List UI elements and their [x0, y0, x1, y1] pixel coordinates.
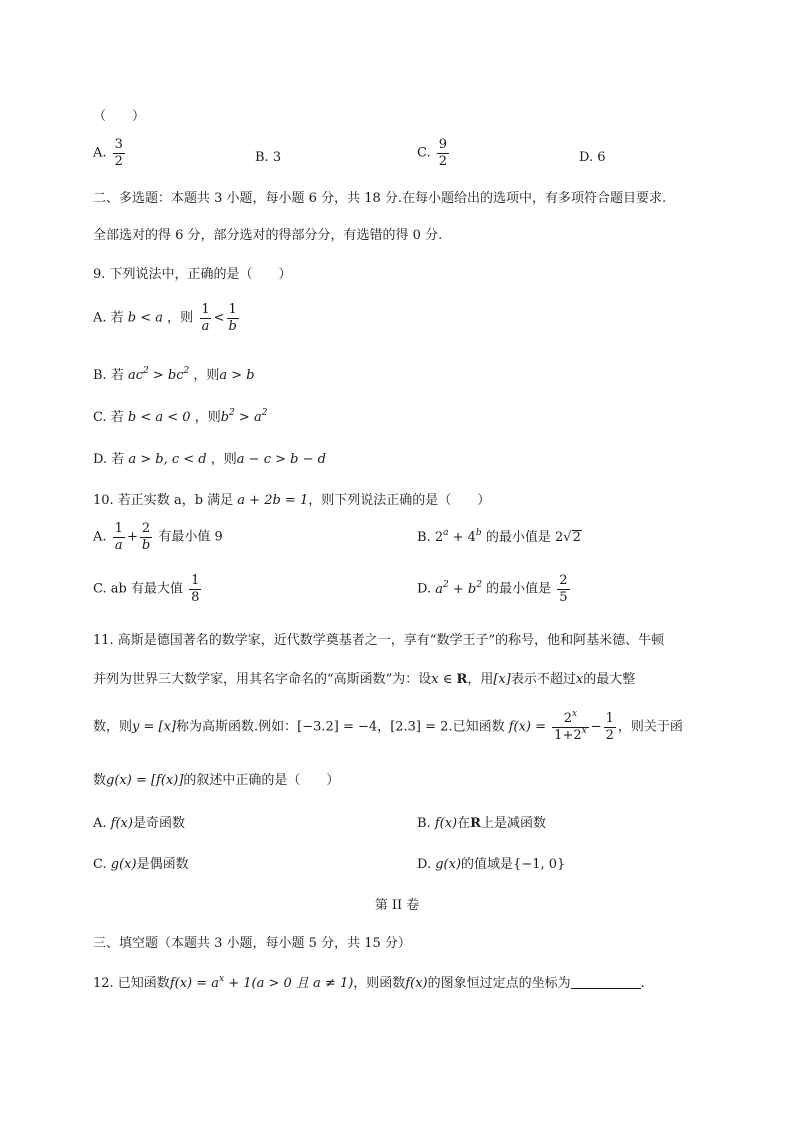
text: 有最小值 9 — [158, 529, 223, 545]
text: ，则关于函 — [617, 719, 683, 735]
numerator: 1 — [201, 302, 210, 317]
math-term: b — [220, 410, 230, 425]
fraction — [557, 574, 569, 604]
q9-option-d — [93, 453, 326, 466]
math-expr — [170, 976, 353, 991]
numerator: 1 — [114, 521, 123, 536]
math-expr: a > b, c < d — [128, 452, 207, 467]
math-expr: g(x) — [435, 857, 462, 872]
part-title: 第 II 卷 — [374, 898, 420, 913]
radical-sign: √ — [563, 530, 572, 545]
text: 的图象恒过定点的坐标为 — [427, 976, 571, 991]
text: 称为高斯函数.例如： — [176, 719, 298, 735]
option-label: C. 若 — [93, 410, 124, 425]
math-expr: b < a — [127, 310, 164, 326]
numerator: 3 — [114, 137, 123, 152]
denominator: 2 — [114, 153, 123, 169]
exponent: 2 — [476, 579, 482, 590]
math-expr: x — [575, 672, 584, 687]
option-label: B. — [417, 530, 431, 545]
math-expr: a − c > b − d — [236, 452, 326, 467]
denominator: 2 — [605, 727, 614, 743]
math-expr — [435, 530, 482, 545]
exponent: b — [475, 528, 482, 538]
denominator: a — [114, 537, 123, 553]
exponent: x — [219, 974, 225, 984]
section2-title: 二、多选题：本题共 3 小题，每小题 6 分，共 18 分.在每小题给出的选项中，有多项符合题目要求. — [93, 191, 667, 206]
fraction — [199, 303, 211, 333]
fraction — [227, 303, 239, 333]
fraction — [552, 709, 589, 743]
denominator: 8 — [191, 589, 200, 605]
math-term: + 1(a > 0 且 a ≠ 1) — [224, 976, 354, 991]
math-expr — [221, 410, 268, 425]
math-expr: b < a < 0 — [127, 410, 191, 425]
text: ，则下列说法正确的是（ ） — [308, 493, 491, 508]
text: 是奇函数 — [132, 816, 185, 831]
text: .已知函数 — [448, 719, 505, 735]
math-expr: f(x) = — [508, 719, 547, 735]
numerator: 1 — [228, 302, 237, 317]
q8-option-b: B. 3 — [255, 150, 282, 165]
math-term: 2 — [434, 530, 444, 545]
math-expr: [x] — [493, 672, 511, 687]
option-label: A. — [93, 145, 107, 161]
math-expr: x ∈ — [431, 672, 457, 687]
option-label: B. — [417, 816, 431, 831]
exponent: 2 — [443, 579, 449, 590]
math-term: ac — [127, 368, 143, 383]
numerator — [562, 709, 579, 727]
numerator: 9 — [438, 137, 448, 152]
denominator: b — [228, 318, 237, 334]
math-expr: g(x) — [110, 857, 137, 872]
math-expr: [−3.2] = −4 — [297, 719, 378, 735]
option-label: C. ab 有最大值 — [93, 581, 183, 597]
exponent: 2 — [261, 408, 268, 418]
coefficient: 2 — [554, 530, 564, 545]
exponent: 2 — [183, 366, 190, 376]
math-expr: a + 2b = 1 — [237, 493, 309, 508]
exponent: x — [581, 725, 587, 736]
math-term: 2 — [563, 711, 573, 726]
denominator — [552, 727, 589, 743]
text: 数，则 — [93, 719, 133, 735]
exponent: 2 — [229, 408, 235, 418]
math-expr: {−1, 0} — [513, 857, 566, 872]
q12-stem — [93, 976, 645, 990]
q11-line-2 — [93, 673, 635, 686]
math-term: + 4 — [448, 530, 476, 545]
denominator: 5 — [559, 589, 568, 605]
numerator: 1 — [191, 573, 200, 588]
q8-option-c — [417, 138, 451, 168]
math-set: R — [470, 816, 481, 831]
q11-line-3 — [93, 709, 683, 743]
option-label: A. 若 — [93, 310, 124, 326]
option-label: A. — [93, 529, 107, 545]
q10-option-b — [417, 530, 582, 544]
denominator: b — [141, 537, 151, 553]
text: 在 — [457, 816, 471, 831]
numerator: 1 — [605, 711, 614, 726]
text: 12. 已知函数 — [93, 976, 170, 991]
text: ，则 — [194, 410, 221, 425]
q10-option-c — [93, 574, 203, 604]
fraction — [437, 138, 449, 168]
text: ，用 — [467, 672, 494, 687]
option-label: C. — [417, 145, 431, 161]
text: 10. 若正实数 a，b 满足 — [93, 493, 234, 508]
math-expr: f(x) — [110, 816, 133, 831]
numerator: 2 — [559, 573, 568, 588]
text: 的最小值是 — [485, 530, 551, 545]
operator: < — [213, 310, 225, 326]
text: 并列为世界三大数学家，用其名字命名的“高斯函数”为：设 — [93, 672, 432, 687]
fraction — [140, 522, 152, 552]
q8-answer-paren: （ ） — [93, 109, 146, 124]
q11-option-a — [93, 817, 185, 830]
operator: − — [590, 719, 602, 735]
text: ，则函数 — [353, 976, 406, 991]
option-label: D. 若 — [93, 452, 125, 467]
q9-option-b — [93, 366, 255, 383]
numerator: 2 — [141, 521, 151, 536]
option-label: C. — [93, 857, 107, 872]
exponent: x — [572, 709, 578, 719]
fraction — [113, 522, 125, 552]
q11-line-4 — [93, 774, 339, 787]
math-term: 1+2 — [554, 727, 582, 743]
text: 的最小值是 — [486, 581, 552, 597]
math-expr: y = [x] — [132, 719, 176, 735]
option-label: D. — [417, 857, 432, 872]
q8-option-a — [93, 138, 127, 168]
math-term: > bc — [148, 368, 184, 383]
exponent: a — [443, 528, 449, 538]
q9-stem: 9. 下列说法中，正确的是（ ） — [93, 267, 292, 282]
q8-option-d: D. 6 — [579, 150, 606, 165]
q10-option-d — [417, 574, 572, 604]
math-term: a — [435, 581, 443, 597]
text: ，则 — [193, 368, 220, 383]
math-expr: [2.3] = 2 — [390, 719, 449, 735]
fraction — [604, 712, 616, 742]
math-expr: g(x) = [f(x)] — [106, 773, 184, 788]
q11-option-c — [93, 858, 189, 871]
math-term: + b — [448, 581, 477, 597]
option-label: A. — [93, 816, 107, 831]
denominator: 2 — [438, 153, 448, 169]
exponent: 2 — [143, 366, 149, 376]
text: ，则 — [210, 452, 237, 467]
text: ， — [377, 719, 391, 735]
radicand: 2 — [572, 530, 581, 545]
text: 上是减函数 — [480, 816, 546, 831]
q11-option-b — [417, 817, 546, 830]
math-expr — [435, 579, 482, 597]
text: 是偶函数 — [136, 857, 189, 872]
math-term: f(x) = a — [169, 976, 220, 991]
q11-line-1: 11. 高斯是德国著名的数学家，近代数学奠基者之一，享有“数学王子”的称号，他和阿基米德、牛顿 — [93, 633, 665, 648]
q9-option-a — [93, 303, 241, 333]
text: ，则 — [167, 310, 194, 326]
math-set: R — [456, 672, 468, 687]
math-expr: f(x) — [434, 816, 458, 831]
option-label: D. — [417, 581, 432, 597]
operator: + — [126, 529, 138, 545]
math-expr: a > b — [219, 368, 255, 383]
text: 的值域是 — [461, 857, 514, 872]
answer-blank[interactable] — [571, 976, 641, 989]
fraction — [113, 138, 125, 168]
sqrt-expr — [555, 530, 582, 544]
text: . — [640, 976, 645, 991]
q10-option-a — [93, 522, 223, 552]
text: 的叙述中正确的是（ ） — [183, 773, 340, 788]
text: 数 — [93, 773, 107, 788]
text: 的最大整 — [583, 672, 636, 687]
q11-option-d — [417, 858, 565, 871]
math-term: > a — [234, 410, 262, 425]
section2-rule: 全部选对的得 6 分，部分选对的得部分分，有选错的得 0 分. — [93, 228, 443, 243]
q9-option-c — [93, 408, 268, 425]
text: 表示不超过 — [510, 672, 576, 687]
denominator: a — [201, 318, 210, 334]
section3-title: 三、填空题（本题共 3 小题，每小题 5 分，共 15 分） — [93, 936, 411, 951]
fraction — [189, 574, 201, 604]
option-label: B. 若 — [93, 368, 124, 383]
math-expr — [128, 368, 189, 383]
math-expr: f(x) — [405, 976, 428, 991]
q10-stem — [93, 494, 490, 507]
